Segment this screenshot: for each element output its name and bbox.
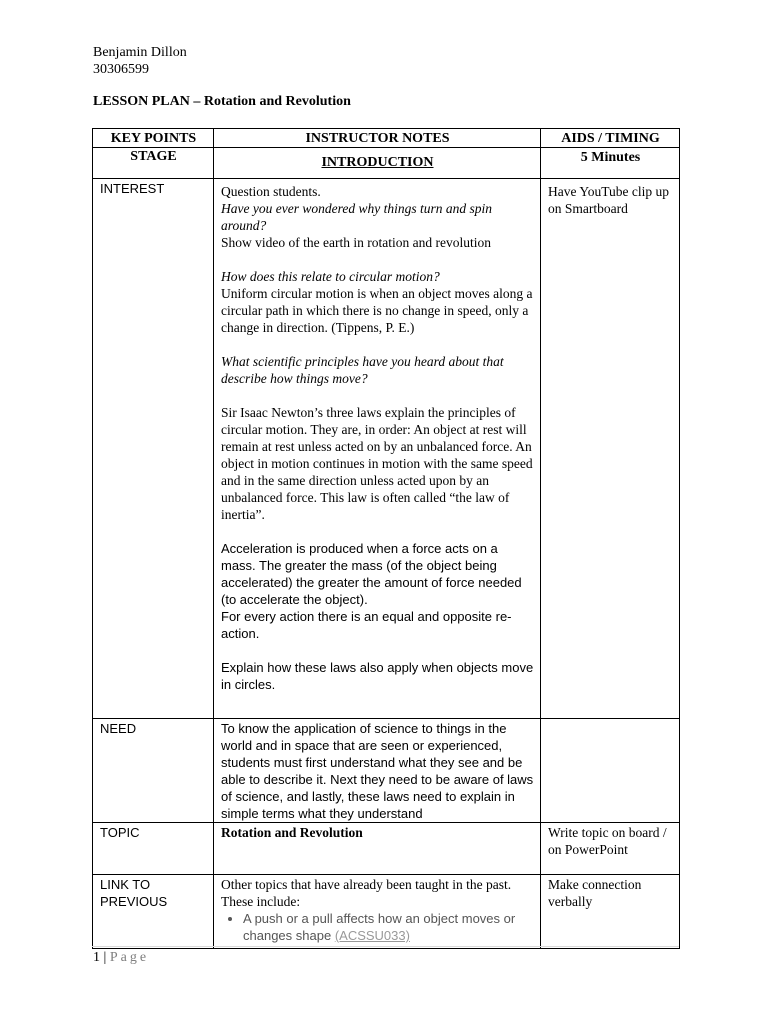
footer-separator: | — [103, 950, 107, 965]
link-notes — [214, 875, 541, 949]
interest-row — [93, 179, 680, 719]
curriculum-code-link[interactable]: (ACSSU033) — [334, 928, 410, 943]
topic-notes: Rotation and Revolution — [214, 823, 541, 875]
header-key-points: KEY POINTS — [93, 129, 214, 148]
footer-divider — [92, 946, 679, 947]
topic-row — [93, 823, 680, 875]
need-notes: To know the application of science to things in the world and in space that are seen or experienced, students must first understand what they see and be able to describe it. Next they need to be aware of laws of science, and lastly, these laws need to explain in simple terms what they understand — [214, 719, 541, 823]
page-footer — [93, 950, 149, 966]
notes-question: What scientific principles have you heard about that describe how things move? — [221, 354, 504, 386]
topic-aids: Write topic on board / on PowerPoint — [541, 823, 680, 875]
notes-paragraph: Other topics that have already been taught in the past. These include: — [221, 877, 512, 909]
lesson-plan-table — [92, 128, 680, 949]
section-heading: INTRODUCTION — [214, 148, 541, 179]
topic-label: TOPIC — [93, 823, 214, 875]
notes-paragraph: Question students. — [221, 184, 321, 199]
table-header-row — [93, 129, 680, 148]
link-row — [93, 875, 680, 949]
interest-aids: Have YouTube clip up on Smartboard — [541, 179, 680, 719]
notes-paragraph: For every action there is an equal and opposite re-action. — [221, 609, 512, 641]
list-item — [243, 910, 534, 944]
notes-question: How does this relate to circular motion? — [221, 269, 440, 284]
page-label: Page — [109, 950, 150, 965]
need-row — [93, 719, 680, 823]
link-aids: Make connection verbally — [541, 875, 680, 949]
notes-question: Have you ever wondered why things turn and spin around? — [221, 201, 492, 233]
notes-paragraph: Acceleration is produced when a force acts on a mass. The greater the mass (of the object being accelerated) the greater the amount of force needed (to accelerate the object). — [221, 541, 522, 607]
document-title: LESSON PLAN – Rotation and Revolution — [93, 94, 351, 109]
header-instructor-notes: INSTRUCTOR NOTES — [214, 129, 541, 148]
notes-paragraph: Explain how these laws also apply when objects move in circles. — [221, 660, 534, 692]
link-label: LINK TO PREVIOUS — [93, 875, 214, 949]
timing-value: 5 Minutes — [541, 148, 680, 179]
stage-row — [93, 148, 680, 179]
interest-label: INTEREST — [93, 179, 214, 719]
author-name: Benjamin Dillon — [93, 45, 187, 60]
need-label: NEED — [93, 719, 214, 823]
page-number: 1 — [93, 950, 100, 965]
interest-notes — [214, 179, 541, 719]
stage-label: STAGE — [93, 148, 214, 179]
previous-topics-list — [221, 910, 534, 944]
notes-paragraph: Uniform circular motion is when an object moves along a circular path in which there is no change in speed, only a change in direction. (Tippens, P. E.) — [221, 286, 533, 335]
student-id: 30306599 — [93, 62, 149, 77]
need-aids — [541, 719, 680, 823]
notes-paragraph: Show video of the earth in rotation and revolution — [221, 235, 491, 250]
notes-paragraph: Sir Isaac Newton’s three laws explain the principles of circular motion. They are, in order: An object at rest will remain at rest unless acted on by an unbalanced force. An object in motion continues in motion with the same speed and in the same direction unless acted upon by an unbalanced force. This law is often called “the law of inertia”. — [221, 405, 533, 522]
header-aids-timing: AIDS / TIMING — [541, 129, 680, 148]
list-item-text: A push or a pull affects how an object moves or changes shape — [243, 911, 516, 943]
